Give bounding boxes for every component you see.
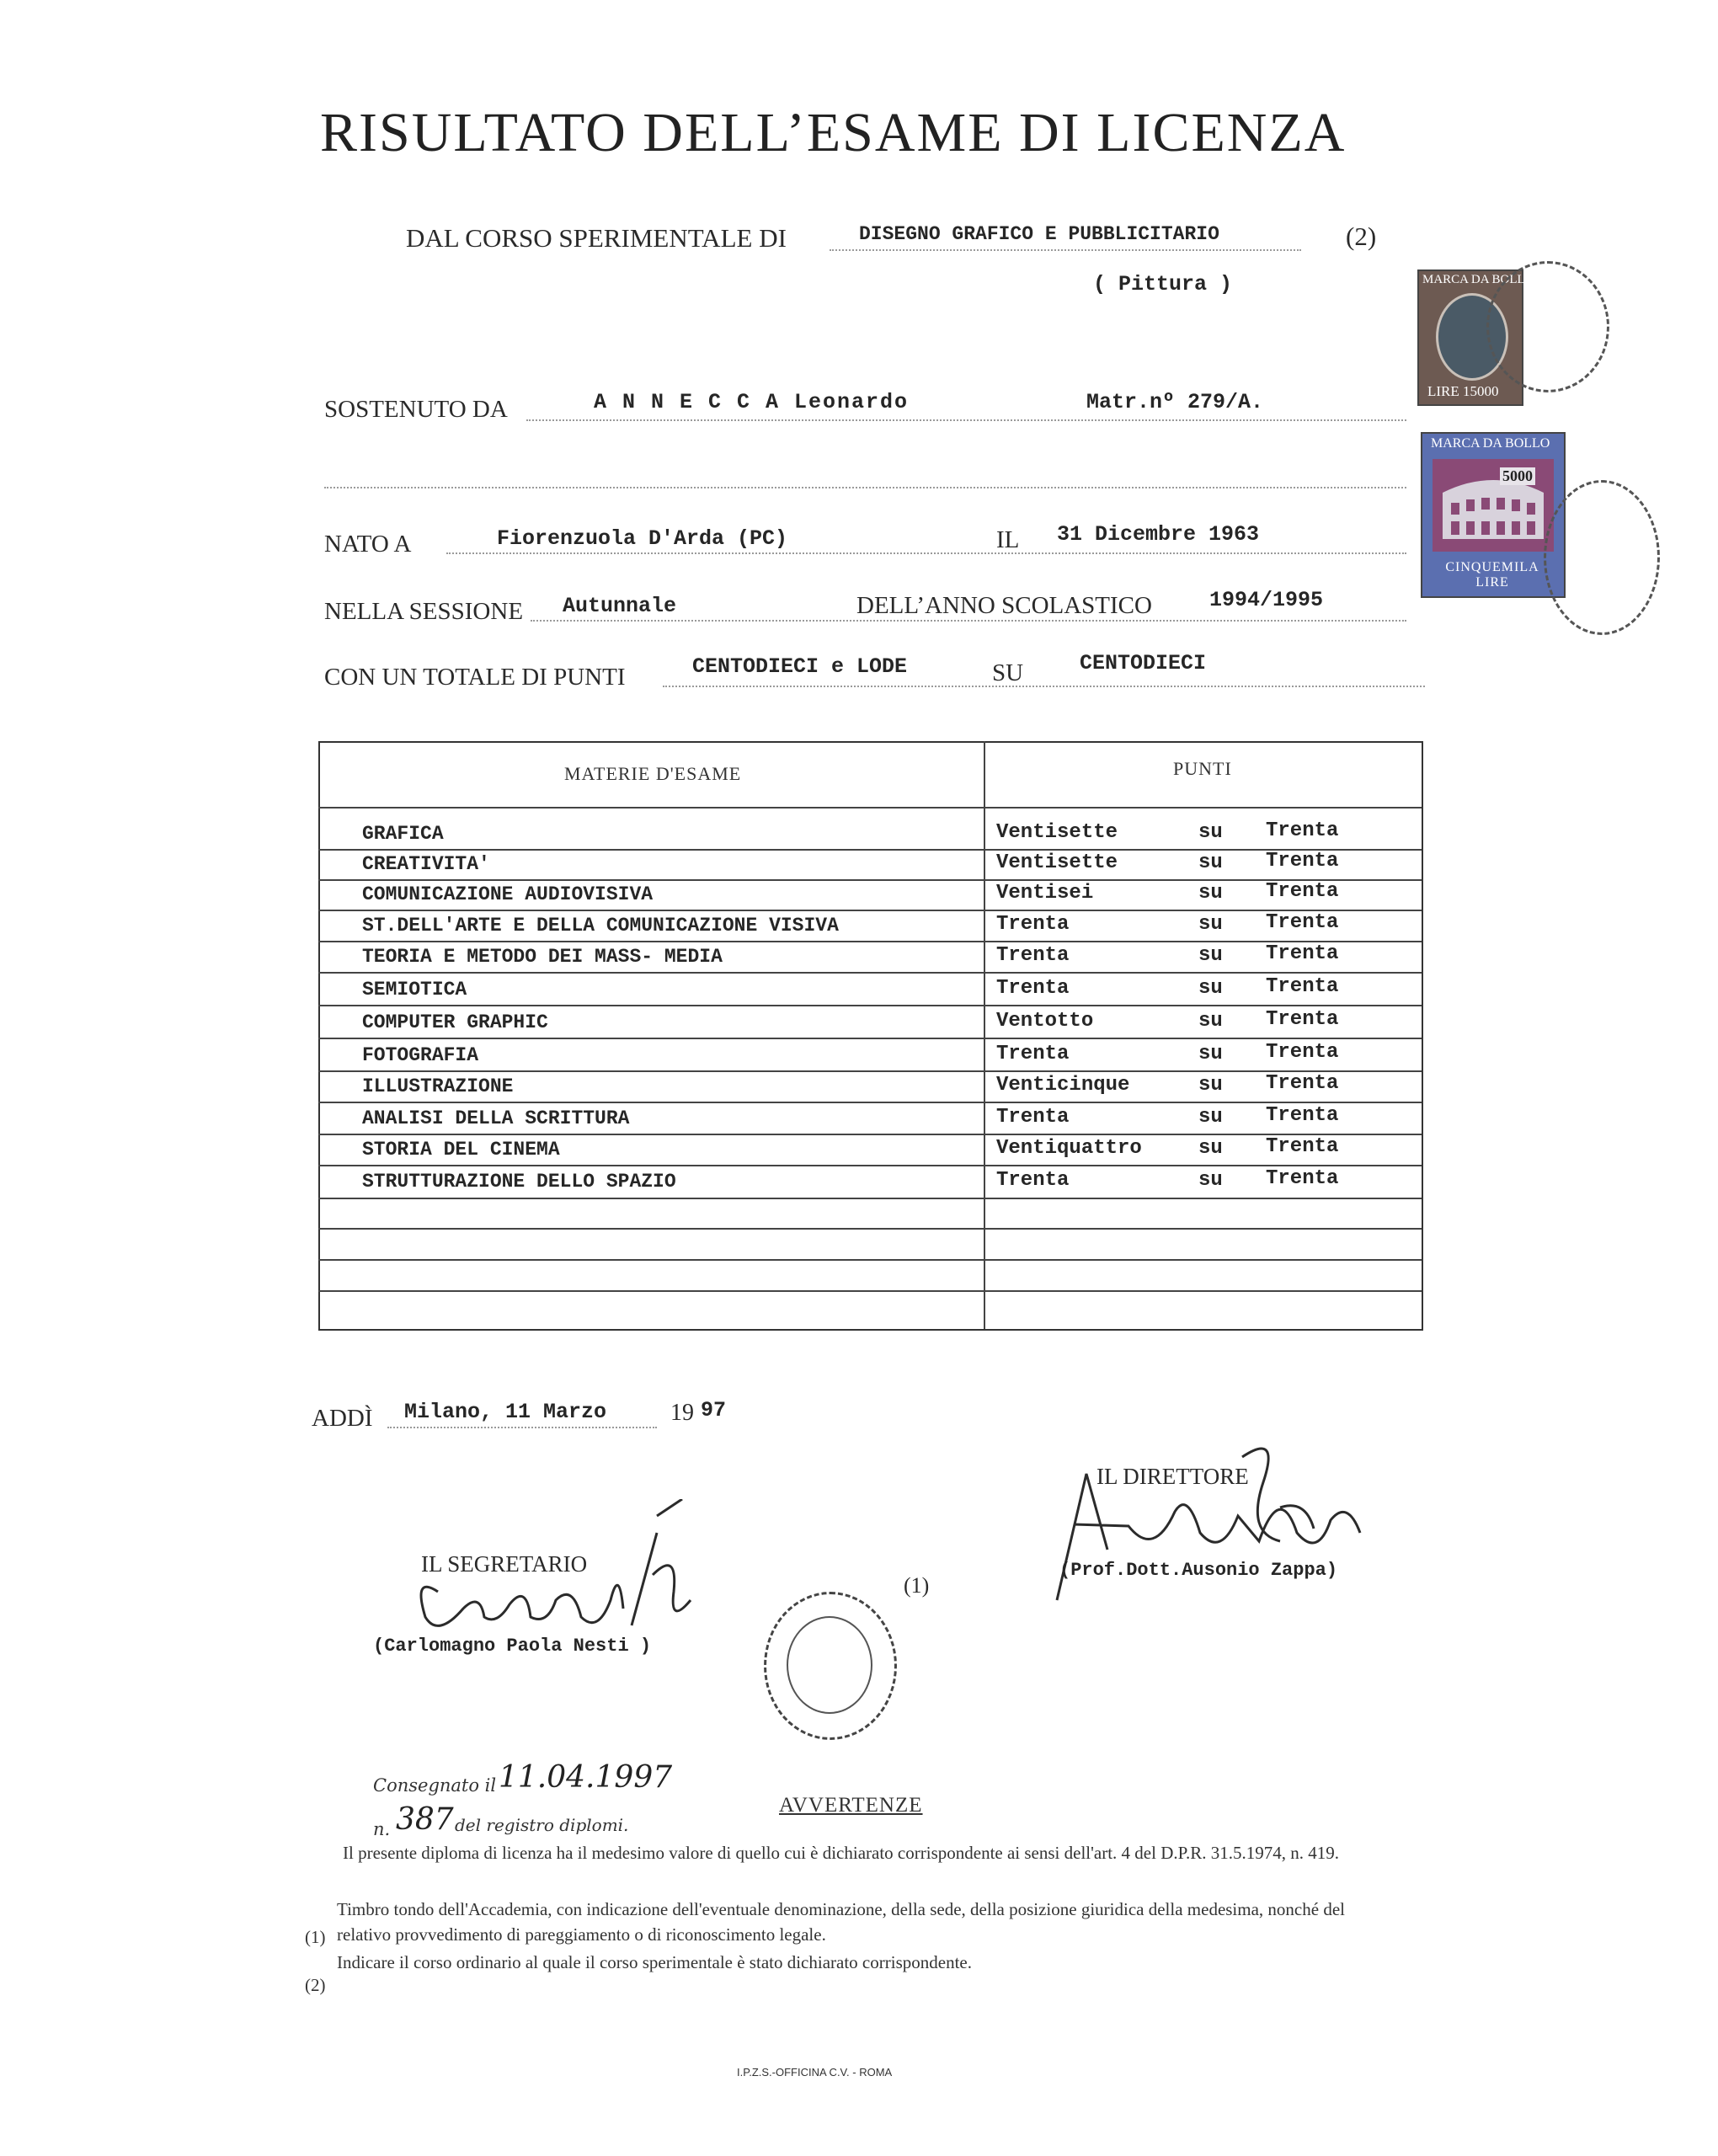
row-points: Trenta xyxy=(996,1106,1070,1129)
table-row xyxy=(318,851,1422,882)
row-points: Trenta xyxy=(996,1043,1070,1065)
table-row xyxy=(318,1074,1422,1104)
su-label: SU xyxy=(992,659,1024,686)
secretary-label: IL SEGRETARIO xyxy=(421,1551,588,1577)
consegnato-date: 11.04.1997 xyxy=(499,1760,673,1795)
row-points: Ventisette xyxy=(996,821,1118,844)
avvertenze-title: AVVERTENZE xyxy=(779,1794,923,1817)
course-value: DISEGNO GRAFICO E PUBBLICITARIO xyxy=(859,223,1219,245)
row-su: su xyxy=(1198,882,1223,905)
table-row xyxy=(318,882,1422,912)
row-max: Trenta xyxy=(1266,1008,1339,1031)
document-title: RISULTATO DELL’ESAME DI LICENZA xyxy=(320,102,1347,163)
avvertenze-note-1: Timbro tondo dell'Accademia, con indicazione dell'eventuale denominazione, della sede, della posizione giuridica della medesima, nonché del relativo provvedimento di pareggiamento o di riconoscimento legale. xyxy=(337,1899,1345,1945)
row-max: Trenta xyxy=(1266,1104,1339,1127)
matricola: Matr.nº 279/A. xyxy=(1086,390,1264,414)
row-su: su xyxy=(1198,913,1223,936)
secretary-signature-icon xyxy=(404,1499,724,1651)
table-row xyxy=(318,1137,1422,1167)
row-line xyxy=(318,1290,1422,1292)
addi-label: ADDÌ xyxy=(312,1405,373,1432)
course-dotted-line xyxy=(830,249,1301,251)
row-subject: COMPUTER GRAPHIC xyxy=(362,1011,548,1033)
stamp2-bottom-text: CINQUEMILA LIRE xyxy=(1445,560,1539,590)
row-points: Ventotto xyxy=(996,1010,1094,1033)
stamp1-top-text: MARCA DA BOLLO xyxy=(1422,273,1534,286)
header-subjects: MATERIE D'ESAME xyxy=(564,763,742,784)
session-label: NELLA SESSIONE xyxy=(324,598,524,625)
table-header-line xyxy=(318,807,1422,808)
addi-value: Milano, 11 Marzo xyxy=(404,1400,607,1424)
row-max: Trenta xyxy=(1266,819,1339,842)
row-su: su xyxy=(1198,851,1223,874)
row-max: Trenta xyxy=(1266,1135,1339,1158)
stamp-note-ref: (1) xyxy=(904,1573,930,1598)
row-max: Trenta xyxy=(1266,975,1339,998)
row-subject: ST.DELL'ARTE E DELLA COMUNICAZIONE VISIVA xyxy=(362,915,839,937)
row-line xyxy=(318,1228,1422,1230)
table-row xyxy=(318,1169,1422,1199)
row-subject: FOTOGRAFIA xyxy=(362,1044,479,1066)
row-points: Trenta xyxy=(996,1169,1070,1192)
exam-results-table xyxy=(318,741,1423,1331)
row-subject: TEORIA E METODO DEI MASS- MEDIA xyxy=(362,946,723,968)
holder-name: A N N E C C A Leonardo xyxy=(594,390,910,414)
year-label: DELL’ANNO SCOLASTICO xyxy=(856,592,1152,619)
row-su: su xyxy=(1198,1010,1223,1033)
total-value: CENTODIECI e LODE xyxy=(692,654,908,679)
director-signature-icon xyxy=(1027,1432,1381,1609)
table-row xyxy=(318,1043,1422,1073)
row-su: su xyxy=(1198,1169,1223,1192)
table-row xyxy=(318,1106,1422,1136)
addi-dotted-line xyxy=(387,1427,657,1428)
course-note-ref: (2) xyxy=(1346,221,1377,251)
row-max: Trenta xyxy=(1266,1041,1339,1064)
registro-number: 387 xyxy=(396,1802,454,1837)
born-place: Fiorenzuola D'Arda (PC) xyxy=(497,526,788,551)
session-value: Autunnale xyxy=(563,594,677,618)
row-su: su xyxy=(1198,821,1223,844)
row-points: Ventisette xyxy=(996,851,1118,874)
row-subject: STORIA DEL CINEMA xyxy=(362,1139,560,1161)
row-subject: GRAFICA xyxy=(362,823,444,845)
row-subject: CREATIVITA' xyxy=(362,853,490,875)
blank-dotted-line xyxy=(324,487,1406,488)
course-sub: ( Pittura ) xyxy=(1093,272,1233,296)
year-value: 1994/1995 xyxy=(1209,588,1324,612)
row-max: Trenta xyxy=(1266,911,1339,934)
academy-round-stamp xyxy=(764,1592,897,1740)
stamp1-bottom-text: LIRE 15000 xyxy=(1427,383,1499,399)
secretary-name: (Carlomagno Paola Nesti ) xyxy=(373,1636,652,1657)
row-max: Trenta xyxy=(1266,942,1339,965)
row-su: su xyxy=(1198,1074,1223,1097)
row-max: Trenta xyxy=(1266,1072,1339,1095)
consegnato-label: Consegnato il xyxy=(373,1775,497,1796)
row-subject: COMUNICAZIONE AUDIOVISIVA xyxy=(362,883,654,905)
table-row xyxy=(318,1010,1422,1040)
row-points: Ventiquattro xyxy=(996,1137,1142,1160)
row-subject: STRUTTURAZIONE DELLO SPAZIO xyxy=(362,1171,676,1193)
row-max: Trenta xyxy=(1266,880,1339,903)
note1-ref: (1) xyxy=(305,1927,326,1947)
holder-dotted-line xyxy=(526,419,1406,421)
note2-ref: (2) xyxy=(305,1975,326,1995)
holder-label: SOSTENUTO DA xyxy=(324,396,508,423)
row-points: Trenta xyxy=(996,913,1070,936)
table-row xyxy=(318,977,1422,1007)
row-points: Venticinque xyxy=(996,1074,1130,1097)
born-date: 31 Dicembre 1963 xyxy=(1057,522,1260,547)
born-date-label: IL xyxy=(996,526,1020,553)
table-row xyxy=(318,821,1422,851)
row-max: Trenta xyxy=(1266,1167,1339,1190)
director-name: (Prof.Dott.Ausonio Zappa) xyxy=(1059,1560,1338,1581)
avvertenze-note-2: Indicare il corso ordinario al quale il corso sperimentale è stato dichiarato corrispondente. xyxy=(337,1952,972,1972)
row-su: su xyxy=(1198,1043,1223,1065)
colosseum-icon xyxy=(1433,459,1554,552)
row-subject: ANALISI DELLA SCRITTURA xyxy=(362,1107,630,1129)
session-dotted-line xyxy=(531,620,1406,622)
registro-prefix: n. xyxy=(373,1819,391,1839)
row-subject: ILLUSTRAZIONE xyxy=(362,1075,514,1097)
header-points: PUNTI xyxy=(1173,758,1232,779)
academy-stamp-inner xyxy=(787,1616,872,1714)
born-label: NATO A xyxy=(324,531,412,558)
printer-imprint: I.P.Z.S.-OFFICINA C.V. - ROMA xyxy=(737,2066,893,2079)
born-dotted-line xyxy=(446,552,1406,554)
director-label: IL DIRETTORE xyxy=(1096,1464,1249,1489)
table-row xyxy=(318,913,1422,943)
total-max: CENTODIECI xyxy=(1080,651,1207,675)
year-suffix: 97 xyxy=(701,1398,727,1422)
cancellation-stamp-2 xyxy=(1544,480,1660,635)
cancellation-stamp-1 xyxy=(1486,261,1609,392)
row-max: Trenta xyxy=(1266,850,1339,873)
row-su: su xyxy=(1198,977,1223,1000)
revenue-stamp-5000 xyxy=(1421,432,1566,598)
row-line xyxy=(318,1259,1422,1261)
row-points: Ventisei xyxy=(996,882,1094,905)
row-su: su xyxy=(1198,1137,1223,1160)
row-su: su xyxy=(1198,944,1223,967)
row-su: su xyxy=(1198,1106,1223,1129)
row-points: Trenta xyxy=(996,944,1070,967)
stamp2-value: 5000 xyxy=(1500,467,1535,485)
stamp2-top-text: MARCA DA BOLLO xyxy=(1431,436,1550,451)
row-points: Trenta xyxy=(996,977,1070,1000)
row-subject: SEMIOTICA xyxy=(362,979,467,1001)
year-prefix: 19 xyxy=(670,1400,694,1426)
avvertenze-main-note: Il presente diploma di licenza ha il medesimo valore di quello cui è dichiarato corrispondente ai sensi dell'art. 4 del D.P.R. 31.5.1974, n. 419. xyxy=(343,1843,1339,1863)
course-label: DAL CORSO SPERIMENTALE DI xyxy=(406,223,787,253)
total-dotted-line xyxy=(663,686,1425,687)
registro-suffix: del registro diplomi. xyxy=(455,1815,629,1835)
total-label: CON UN TOTALE DI PUNTI xyxy=(324,664,626,691)
table-row xyxy=(318,944,1422,974)
